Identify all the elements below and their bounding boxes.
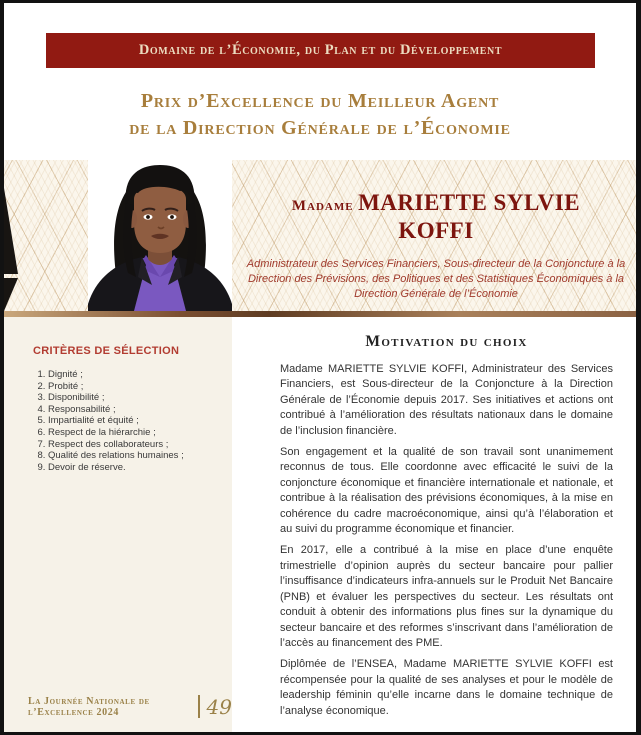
criteria-item: 7. Respect des collaborateurs ; <box>48 439 232 451</box>
domain-banner <box>46 33 595 68</box>
criteria-item: 1. Dignité ; <box>48 369 232 381</box>
domain-banner-text: Domaine de l’Économie, du Plan et du Développement <box>138 42 503 58</box>
laureate-role: Administrateur des Services Financiers, Sous-directeur de la Conjoncture à la Direction des Prévisions, des Politiques et des Statistiques Économiques à la Direction Générale de l’Économie <box>246 258 626 300</box>
award-title <box>4 88 636 142</box>
motivation-paragraph: Madame MARIETTE SYLVIE KOFFI, Administrateur des Services Financiers, est Sous-directeur de la Conjoncture à la Direction Générale de l’Économie depuis 2017. Ses initiatives et actions ont contribué à l’amélioration des résultats nationaux dans le domaine de l’inclusion financière. <box>280 363 613 437</box>
criteria-item: 6. Respect de la hiérarchie ; <box>48 427 232 439</box>
portrait-illustration <box>88 157 232 311</box>
award-title-line2: de la Direction Générale de l’Économie <box>129 117 511 139</box>
award-title-line1: Prix d’Excellence du Meilleur Agent <box>140 90 500 112</box>
decorative-wedge-icon <box>4 278 18 311</box>
laureate-honorific: Madame <box>291 198 354 214</box>
laureate-name-block <box>242 190 630 302</box>
criteria-sidebar <box>4 317 232 732</box>
motivation-paragraph: En 2017, elle a contribué à la mise en place d’une enquête trimestrielle d’opinion auprès du secteur bancaire pour pallier l’insuffisance d’indicateurs infra-annuels sur le Produit Net Bancaire (PNB) et évaluer les perspectives du secteur. Les résultats ont conduit à obtenir des informations plus fines sur la dynamique du secteur bancaire et des reformes s’inscrivant dans l’amélioration de l’accès au financement des PME. <box>280 544 613 649</box>
footer-title: La Journée Nationale de l’Excellence 2024 <box>28 695 150 718</box>
bronze-divider <box>4 311 636 317</box>
motivation-section <box>280 333 613 725</box>
criteria-list <box>33 369 232 473</box>
footer-divider <box>198 695 200 718</box>
page-number: 49 <box>206 694 232 719</box>
laureate-surname: KOFFI <box>398 218 474 243</box>
document-page <box>4 3 636 732</box>
criteria-item: 2. Probité ; <box>48 381 232 393</box>
motivation-paragraph: Son engagement et la qualité de son travail sont unanimement reconnus de tous. Elle coordonne avec efficacité le suivi de la conjoncture économique et financière internationale et nationale, et contribue à la réalisation des prévisions économiques, à la mise en cohérence du cadre macroéconomique, ainsi qu’à l’élaboration et au suivi du programme économique et financier. <box>280 446 613 536</box>
page-footer <box>28 695 232 718</box>
criteria-item: 8. Qualité des relations humaines ; <box>48 450 232 462</box>
criteria-item: 4. Responsabilité ; <box>48 404 232 416</box>
laureate-name: MARIETTE SYLVIE <box>358 190 581 215</box>
laureate-name-line2 <box>242 218 630 244</box>
motivation-paragraph: Diplômée de l’ENSEA, Madame MARIETTE SYLVIE KOFFI est récompensée pour la qualité de ses analyses et pour le modèle de leadership féminin qu’elle incarne dans le domaine technique de l’analyse économique. <box>280 658 613 717</box>
criteria-item: 3. Disponibilité ; <box>48 392 232 404</box>
decorative-wedge-icon <box>4 188 18 274</box>
laureate-photo <box>88 157 232 311</box>
criteria-item: 5. Impartialité et équité ; <box>48 415 232 427</box>
criteria-item: 9. Devoir de réserve. <box>48 462 232 474</box>
laureate-name-line1 <box>242 190 630 216</box>
motivation-heading: Motivation du choix <box>365 333 528 350</box>
criteria-heading: CRITÈRES DE SÉLECTION <box>33 345 180 357</box>
